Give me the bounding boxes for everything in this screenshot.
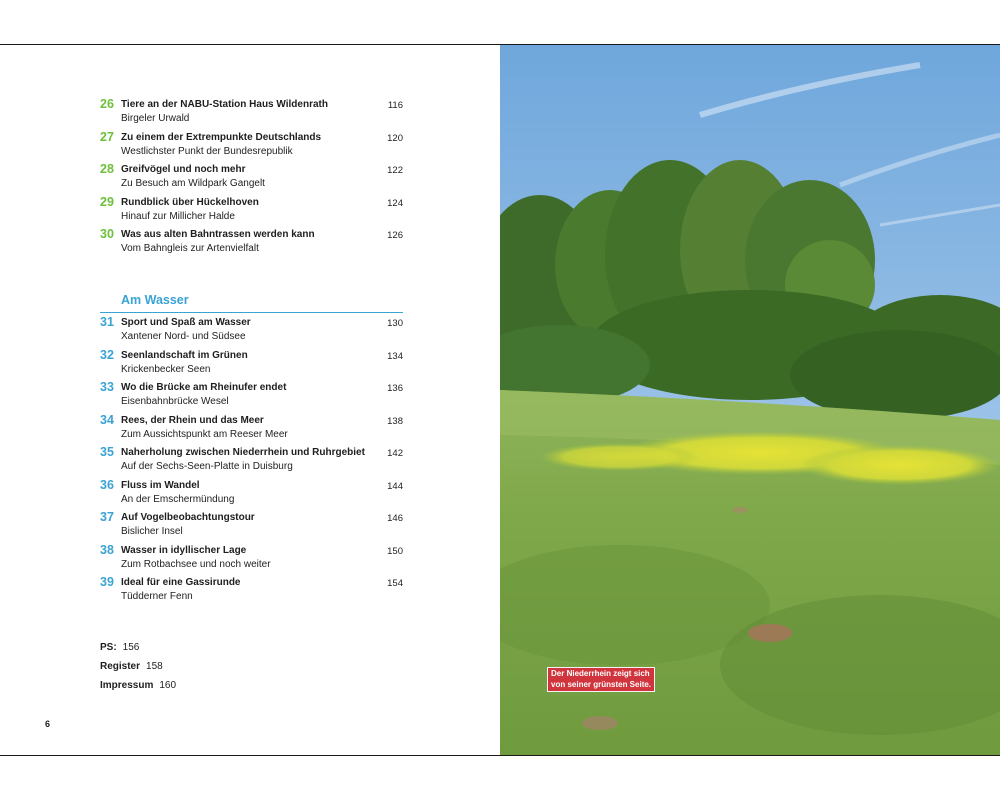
toc-page: 124 — [387, 197, 403, 209]
toc-page: 150 — [387, 545, 403, 557]
toc-entry[interactable] — [100, 347, 410, 383]
section-divider — [100, 312, 403, 313]
toc-title: Tiere an der NABU-Station Haus Wildenrath — [121, 99, 328, 110]
toc-page: 138 — [387, 415, 403, 427]
toc-subtitle: Birgeler Urwald — [121, 113, 190, 124]
photo-caption — [547, 667, 655, 692]
toc-entry[interactable] — [100, 229, 410, 262]
toc-page: 154 — [387, 578, 403, 589]
toc-entry[interactable] — [100, 542, 410, 578]
toc-subtitle: Zum Rotbachsee und noch weiter — [121, 558, 271, 570]
toc-entry[interactable] — [100, 577, 410, 610]
left-page — [0, 45, 500, 755]
toc-subtitle: Auf der Sechs-Seen-Platte in Duisburg — [121, 461, 293, 472]
toc-title: Zu einem der Extrempunkte Deutschlands — [121, 131, 322, 143]
extra-label: Register — [100, 661, 141, 672]
toc-number: 29 — [100, 194, 114, 209]
toc-subtitle: Bislicher Insel — [121, 526, 183, 537]
toc-entry[interactable] — [100, 164, 410, 197]
toc-extra-ps[interactable] — [100, 642, 139, 653]
toc-number: 28 — [100, 162, 114, 176]
toc-entry[interactable] — [100, 317, 410, 350]
toc-title: Rees, der Rhein und das Meer — [121, 414, 264, 426]
toc-page: 134 — [387, 350, 403, 362]
toc-number: 26 — [100, 97, 114, 111]
toc-page: 116 — [387, 100, 403, 111]
extra-label: PS: — [100, 642, 117, 653]
toc-page: 144 — [387, 480, 403, 492]
toc-title: Was aus alten Bahntrassen werden kann — [121, 229, 315, 240]
toc-page: 126 — [387, 230, 403, 241]
toc-subtitle: Tüdderner Fenn — [121, 591, 193, 602]
toc-subtitle: Zu Besuch am Wildpark Gangelt — [121, 178, 265, 189]
toc-title: Seenlandschaft im Grünen — [121, 349, 248, 361]
toc-page: 136 — [387, 383, 403, 394]
toc-subtitle: Eisenbahnbrücke Wesel — [121, 396, 229, 407]
toc-entry[interactable] — [100, 99, 410, 132]
toc-title: Greifvögel und noch mehr — [121, 164, 246, 175]
toc-page: 146 — [387, 513, 403, 524]
toc-number: 37 — [100, 510, 114, 524]
toc-title: Fluss im Wandel — [121, 479, 200, 491]
meadow-photo-image — [500, 45, 1000, 755]
extra-page: 160 — [159, 680, 177, 691]
toc-page: 142 — [387, 448, 403, 459]
toc-page: 122 — [387, 165, 403, 176]
toc-number: 33 — [100, 380, 114, 394]
toc-entry[interactable] — [100, 412, 410, 448]
toc-title: Wo die Brücke am Rheinufer endet — [121, 382, 287, 393]
extra-page: 158 — [146, 661, 163, 672]
toc-title: Auf Vogelbeobachtungstour — [121, 512, 255, 523]
toc-extra-register[interactable] — [100, 661, 163, 672]
book-spread — [0, 44, 1000, 756]
toc-entry[interactable] — [100, 382, 410, 415]
toc-subtitle: An der Emschermündung — [121, 493, 235, 505]
toc-page: 130 — [387, 318, 403, 329]
toc-entry[interactable] — [100, 512, 410, 545]
toc-page: 120 — [387, 132, 403, 144]
toc-number: 27 — [100, 129, 114, 144]
toc-number: 34 — [100, 412, 114, 427]
landscape-photo — [500, 45, 1000, 755]
extra-page: 156 — [122, 642, 140, 653]
toc-number: 30 — [100, 227, 114, 241]
toc-list-nature — [100, 99, 410, 262]
toc-entry[interactable] — [100, 194, 410, 230]
toc-subtitle: Zum Aussichtspunkt am Reeser Meer — [121, 428, 288, 440]
toc-title: Wasser in idyllischer Lage — [121, 544, 247, 556]
toc-number: 38 — [100, 542, 114, 557]
toc-subtitle: Westlichster Punkt der Bundesrepublik — [121, 145, 293, 157]
toc-entry[interactable] — [100, 447, 410, 480]
toc-title: Naherholung zwischen Niederrhein und Ruhrgebiet — [121, 447, 365, 458]
page-number: 6 — [45, 719, 51, 729]
section-heading: Am Wasser — [121, 293, 189, 307]
toc-number: 39 — [100, 575, 114, 589]
extra-label: Impressum — [100, 680, 154, 691]
toc-title: Sport und Spaß am Wasser — [121, 317, 251, 328]
toc-title: Rundblick über Hückelhoven — [121, 196, 259, 208]
toc-number: 36 — [100, 477, 114, 492]
photo-caption-line: Der Niederrhein zeigt sich — [551, 669, 650, 678]
toc-extra-impressum[interactable] — [100, 680, 176, 691]
toc-subtitle: Krickenbecker Seen — [121, 363, 211, 375]
toc-number: 35 — [100, 445, 114, 459]
toc-list-water — [100, 317, 410, 610]
photo-caption-line: von seiner grünsten Seite. — [551, 679, 652, 689]
toc-subtitle: Hinauf zur Millicher Halde — [121, 210, 235, 222]
toc-entry[interactable] — [100, 129, 410, 165]
toc-number: 31 — [100, 315, 114, 329]
toc-subtitle: Vom Bahngleis zur Artenvielfalt — [121, 243, 259, 254]
toc-title: Ideal für eine Gassirunde — [121, 577, 241, 588]
toc-number: 32 — [100, 347, 114, 362]
toc-entry[interactable] — [100, 477, 410, 513]
toc-subtitle: Xantener Nord- und Südsee — [121, 331, 246, 342]
